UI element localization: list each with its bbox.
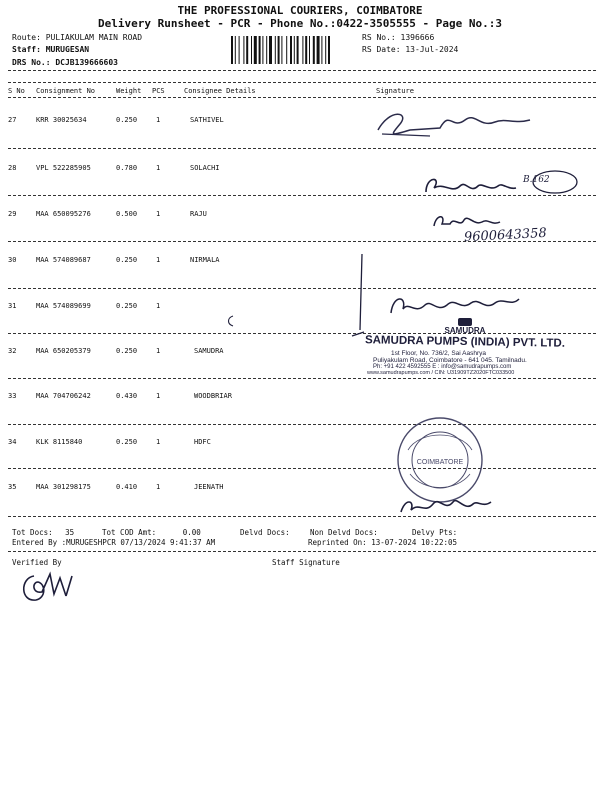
barcode-bar	[275, 36, 276, 64]
row-consignment: MAA 704706242	[36, 392, 91, 400]
signature-row-28	[420, 168, 580, 202]
footer-separator	[8, 551, 596, 552]
rs-date-line	[362, 45, 458, 54]
route-label: Route:	[12, 33, 41, 42]
row-consignment: MAA 574089699	[36, 302, 91, 310]
barcode-bar	[313, 36, 315, 64]
row-pcs: 1	[156, 164, 161, 172]
barcode-bar	[266, 36, 267, 64]
rs-no-label: RS No.:	[362, 33, 396, 42]
stamp-contact: Ph: +91 422 4592555 E : info@samudrapumps.com	[373, 364, 512, 370]
stamp-address-2: Puliyakulam Road, Coimbatore - 641 045. Tamilnadu.	[373, 357, 527, 364]
barcode-bar	[328, 36, 330, 64]
footer-delvd-docs: Delvd Docs:	[240, 528, 290, 537]
col-header-consignee: Consignee Details	[184, 87, 256, 95]
seal-center-text: COIMBATORE	[416, 459, 464, 466]
barcode-bar	[305, 36, 307, 64]
verified-by-label: Verified By	[12, 558, 62, 567]
footer-reprinted: Reprinted On: 13-07-2024 10:22:05	[308, 538, 458, 547]
row-separator	[8, 468, 596, 469]
col-header-consignment: Consignment No	[36, 87, 96, 95]
barcode-bar	[254, 36, 257, 64]
staff-value: MURUGESAN	[45, 45, 90, 54]
barcode-bar	[317, 36, 320, 64]
col-header-weight: Weight	[116, 87, 142, 95]
row-consignee: SOLACHI	[190, 164, 220, 172]
samudra-logo-icon	[458, 318, 472, 326]
row-pcs: 1	[156, 256, 161, 264]
col-header-signature: Signature	[376, 87, 414, 95]
tot-docs-value: 35	[65, 528, 75, 537]
handwritten-note: B.162	[523, 175, 550, 185]
stamp-company: SAMUDRA PUMPS (INDIA) PVT. LTD.	[364, 334, 566, 350]
row-consignee: HDFC	[194, 438, 211, 446]
rs-date-label: RS Date:	[362, 45, 401, 54]
row-pcs: 1	[156, 116, 161, 124]
staff-label: Staff:	[12, 45, 41, 54]
row-separator	[8, 516, 596, 517]
barcode-bar	[251, 36, 252, 64]
barcode-image	[230, 36, 355, 64]
handwritten-phone: 9600643358	[463, 225, 548, 246]
row-sno: 32	[8, 347, 17, 355]
barcode-bar	[325, 36, 326, 64]
row-consignment: MAA 650095276	[36, 210, 91, 218]
staff-line	[12, 45, 89, 54]
row-consignment: VPL 522285905	[36, 164, 91, 172]
barcode-bar	[281, 36, 282, 64]
document-title: THE PROFESSIONAL COURIERS, COIMBATORE	[177, 4, 423, 17]
row-consignee: SAMUDRA	[194, 347, 224, 355]
barcode-bar	[235, 36, 236, 64]
row-sno: 29	[8, 210, 17, 218]
signature-row-27	[370, 100, 580, 145]
barcode-bar	[309, 36, 310, 64]
row-weight: 0.250	[116, 438, 138, 446]
route-value: PULIAKULAM MAIN ROAD	[45, 33, 143, 42]
row-pcs: 1	[156, 347, 161, 355]
rs-date-value: 13-Jul-2024	[405, 45, 459, 54]
barcode-bar	[278, 36, 280, 64]
row-separator	[8, 148, 596, 149]
barcode-bar	[286, 36, 287, 64]
row-consignee: SATHIVEL	[190, 116, 224, 124]
rs-no-line	[362, 33, 434, 42]
row-pcs: 1	[156, 438, 161, 446]
col-header-pcs: PCS	[152, 87, 165, 95]
row-sno: 35	[8, 483, 17, 491]
row-pcs: 1	[156, 483, 161, 491]
row-weight: 0.250	[116, 256, 138, 264]
row-sno: 33	[8, 392, 17, 400]
row-consignee: RAJU	[190, 210, 207, 218]
footer-tot-cod	[102, 528, 201, 537]
barcode-bar	[262, 36, 263, 64]
barcode-bar	[321, 36, 322, 64]
barcode-bar	[297, 36, 299, 64]
row-consignee: JEENATH	[194, 483, 224, 491]
row-sno: 31	[8, 302, 17, 310]
row-sno: 27	[8, 116, 17, 124]
row-consignment: MAA 301298175	[36, 483, 91, 491]
stamp-brand: SAMUDRA	[444, 326, 486, 335]
row-weight: 0.410	[116, 483, 138, 491]
row-weight: 0.500	[116, 210, 138, 218]
barcode-bar	[269, 36, 272, 64]
row-weight: 0.250	[116, 302, 138, 310]
row-weight: 0.250	[116, 116, 138, 124]
tot-cod-value: 0.00	[182, 528, 201, 537]
company-stamp	[365, 316, 565, 376]
row-weight: 0.780	[116, 164, 138, 172]
footer-delvy-pts: Delvy Pts:	[412, 528, 458, 537]
row-sno: 30	[8, 256, 17, 264]
footer-tot-docs	[12, 528, 74, 537]
barcode-bar	[243, 36, 244, 64]
footer-non-delvd-docs: Non Delvd Docs:	[310, 528, 378, 537]
route-line	[12, 33, 142, 42]
barcode-bar	[246, 36, 248, 64]
signature-row-35	[395, 488, 505, 523]
row-sno: 28	[8, 164, 17, 172]
barcode-bar	[231, 36, 233, 64]
staff-signature-label: Staff Signature	[272, 558, 340, 567]
row-consignee: WOODBRIAR	[194, 392, 232, 400]
row-consignment: KLK 8115840	[36, 438, 83, 446]
row-separator	[8, 378, 596, 379]
barcode-bar	[302, 36, 303, 64]
drs-value: DCJB139666603	[55, 58, 118, 67]
tot-docs-label: Tot Docs:	[12, 528, 53, 537]
barcode-bar	[259, 36, 261, 64]
row-pcs: 1	[156, 302, 161, 310]
col-header-sno: S No	[8, 87, 25, 95]
ink-mark	[225, 314, 237, 328]
row-pcs: 1	[156, 392, 161, 400]
barcode-bar	[290, 36, 292, 64]
drs-line	[12, 58, 118, 67]
header-separator-top	[8, 70, 596, 71]
row-separator	[8, 424, 596, 425]
drs-label: DRS No.:	[12, 58, 51, 67]
header-separator-mid	[8, 82, 596, 83]
stamp-web: www.samudrapumps.com / CIN: U31909TZ2020FTC033500	[367, 370, 515, 376]
row-consignment: MAA 650205379	[36, 347, 91, 355]
row-sno: 34	[8, 438, 17, 446]
barcode-bar	[239, 36, 240, 64]
document-subtitle: Delivery Runsheet - PCR - Phone No.:0422-3505555 - Page No.:3	[98, 17, 502, 30]
barcode-bar	[294, 36, 295, 64]
row-pcs: 1	[156, 210, 161, 218]
row-consignment: KRR 30025634	[36, 116, 87, 124]
row-weight: 0.430	[116, 392, 138, 400]
header-separator-bottom	[8, 97, 596, 98]
footer-entered-by: Entered By :MURUGESHPCR 07/13/2024 9:41:37 AM	[12, 538, 216, 547]
stamp-address-1: 1st Floor, No. 736/2, Sai Aashrya	[391, 350, 487, 357]
row-consignee: NIRMALA	[190, 256, 220, 264]
row-consignment: MAA 574089687	[36, 256, 91, 264]
row-weight: 0.250	[116, 347, 138, 355]
verifier-signature	[16, 568, 86, 610]
tot-cod-label: Tot COD Amt:	[102, 528, 157, 537]
rs-no-value: 1396666	[400, 33, 435, 42]
